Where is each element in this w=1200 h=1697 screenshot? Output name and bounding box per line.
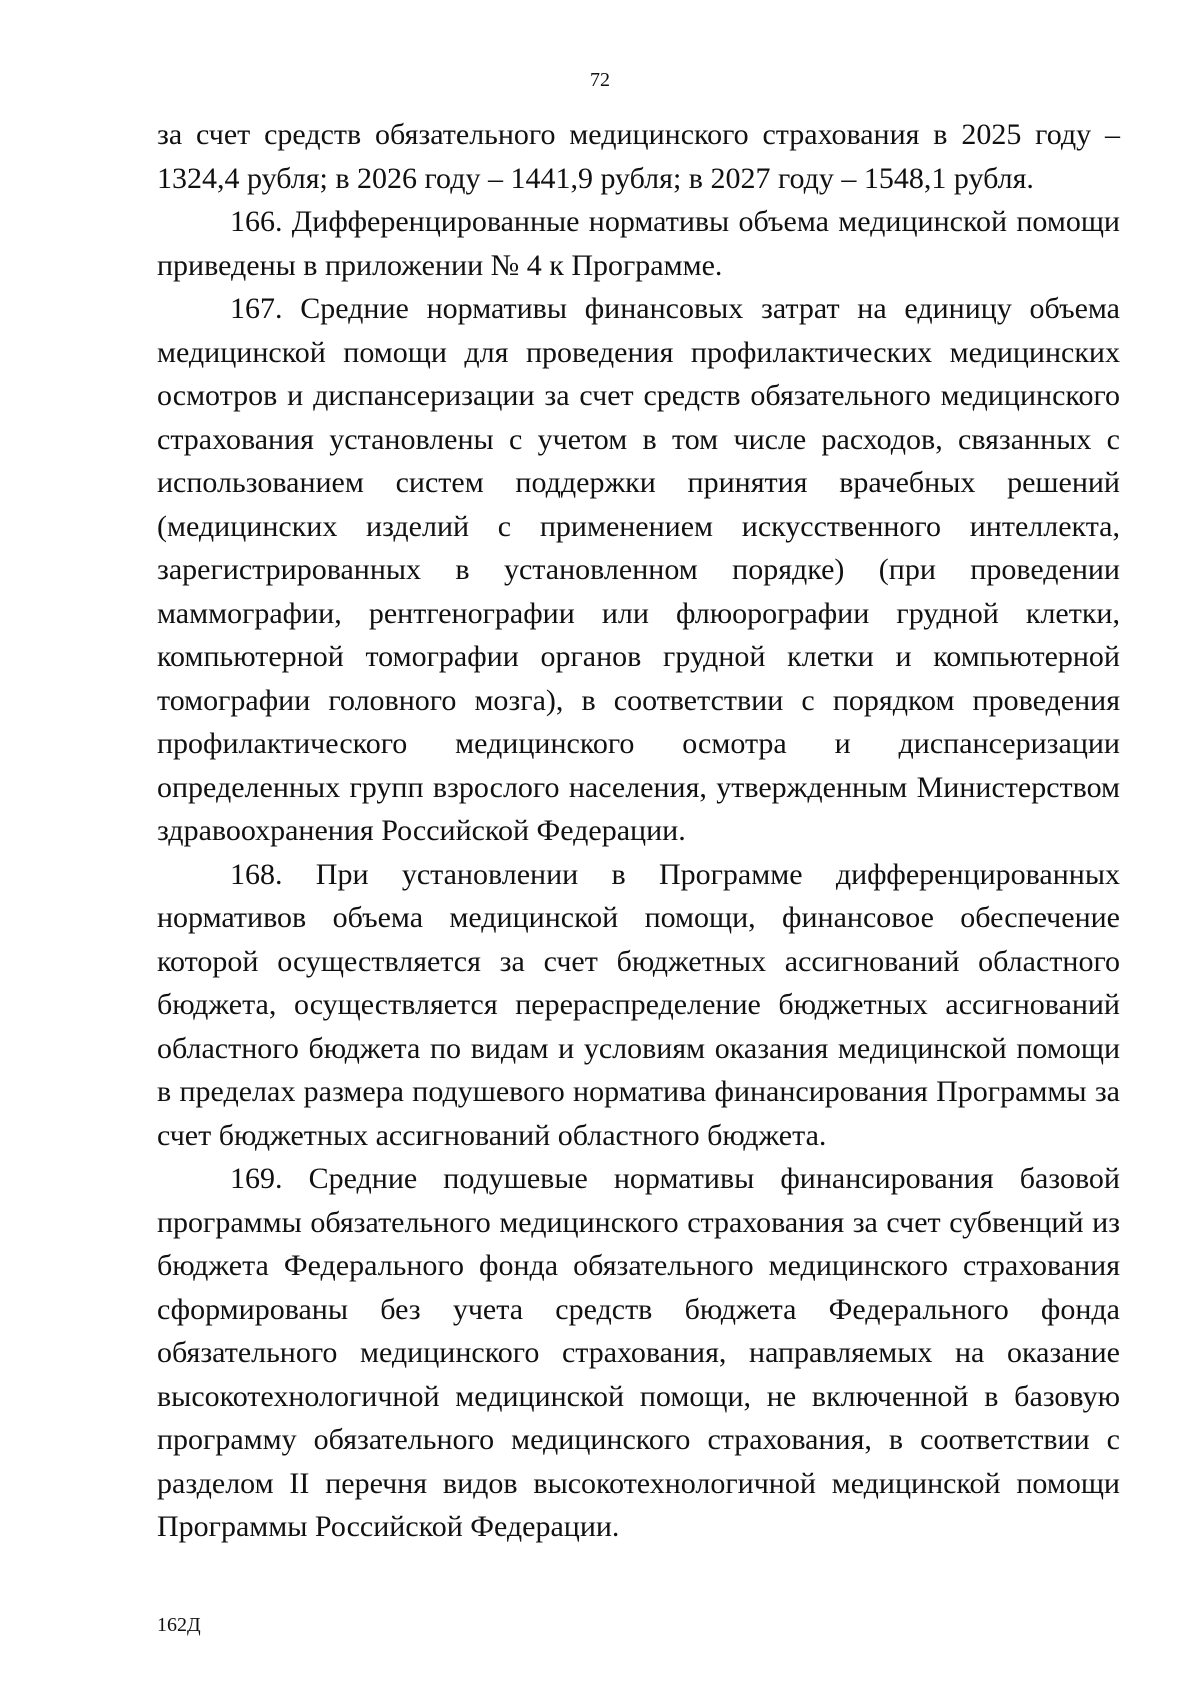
document-body (157, 113, 1120, 1549)
paragraph-168: 168. При установлении в Программе дифференцированных нормативов объема медицинской помощи, финансовое обеспечение которой осуществляется за счет бюджетных ассигнований областного бюджета, осуществляется перераспределение бюджетных ассигнований областного бюджета по видам и условиям оказания медицинской помощи в пределах размера подушевого норматива финансирования Программы за счет бюджетных ассигнований областного бюджета. (157, 857, 1120, 1152)
footer-document-code: 162Д (157, 1614, 201, 1636)
paragraph-167: 167. Средние нормативы финансовых затрат на единицу объема медицинской помощи для проведения профилактических медицинских осмотров и диспансеризации за счет средств обязательного медицинского страхования установлены с учетом в том числе расходов, связанных с использованием систем поддержки принятия врачебных решений (медицинских изделий с применением искусственного интеллекта, зарегистрированных в установленном порядке) (при проведении маммографии, рентгенографии или флюорографии грудной клетки, компьютерной томографии органов грудной клетки и компьютерной томографии головного мозга), в соответствии с порядком проведения профилактического медицинского осмотра и диспансеризации определенных групп взрослого населения, утвержденным Министерством здравоохранения Российской Федерации. (157, 292, 1120, 847)
paragraph-continuation: за счет средств обязательного медицинского страхования в 2025 году – 1324,4 рубля; в 2026 году – 1441,9 рубля; в 2027 году – 1548,1 рубля. (157, 118, 1120, 195)
paragraph-166: 166. Дифференцированные нормативы объема медицинской помощи приведены в приложении № 4 к Программе. (157, 205, 1120, 282)
paragraph-169: 169. Средние подушевые нормативы финансирования базовой программы обязательного медицинского страхования за счет субвенций из бюджета Федерального фонда обязательного медицинского страхования сформированы без учета средств бюджета Федерального фонда обязательного медицинского страхования, направляемых на оказание высокотехнологичной медицинской помощи, не включенной в базовую программу обязательного медицинского страхования, в соответствии с разделом II перечня видов высокотехнологичной медицинской помощи Программы Российской Федерации. (157, 1162, 1120, 1543)
page-number: 72 (590, 69, 610, 91)
